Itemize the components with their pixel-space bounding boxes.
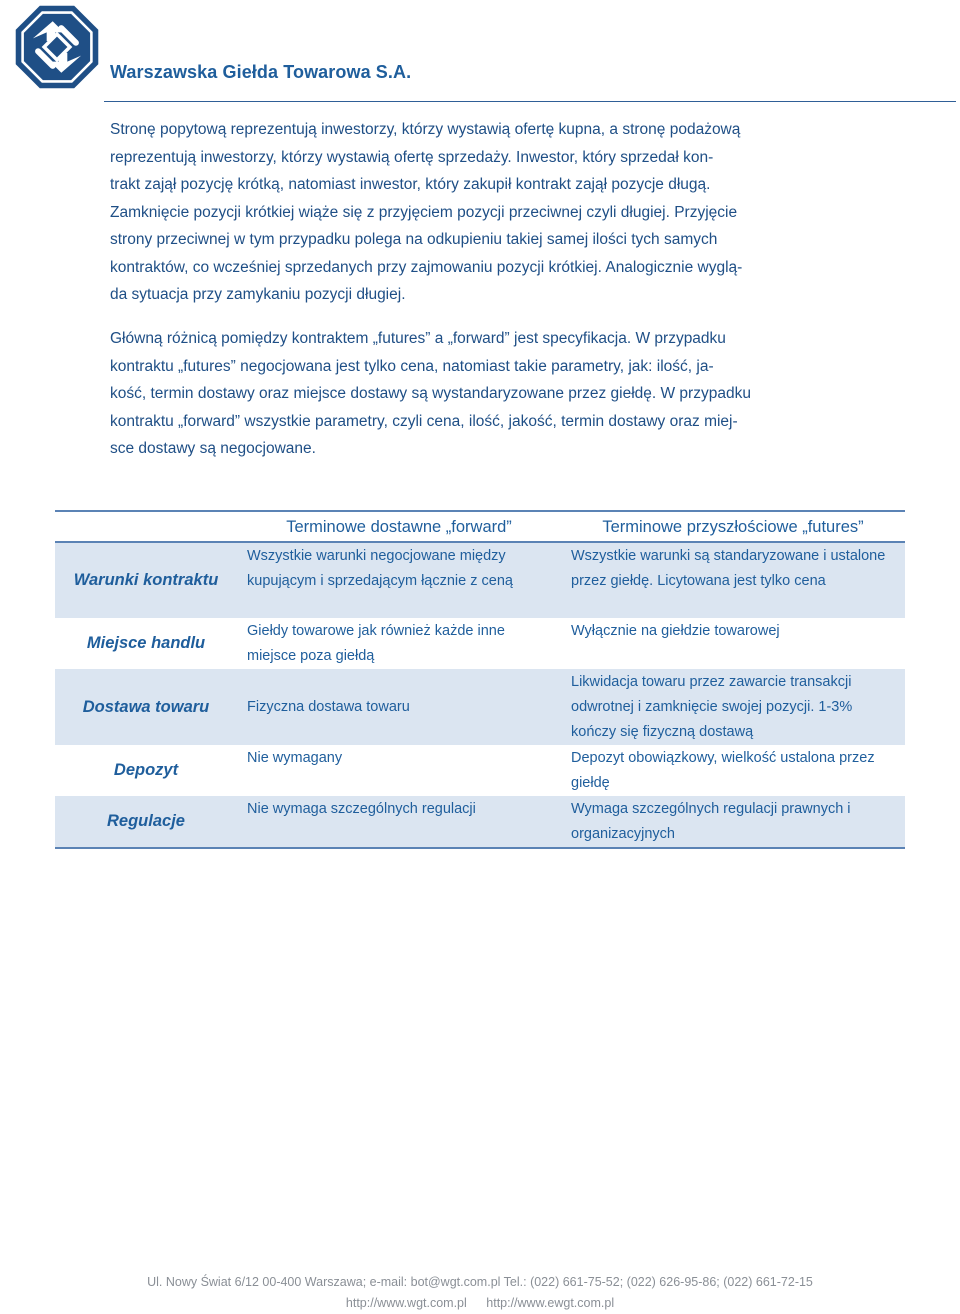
page-footer	[0, 1272, 960, 1314]
header-futures: Terminowe przyszłościowe „futures”	[561, 511, 905, 542]
text-line: da sytuacja przy zamykaniu pozycji długiej.	[110, 286, 406, 303]
page-header	[0, 0, 960, 104]
text-line: kontraktu „forward” wszystkie parametry, czyli cena, ilość, jakość, termin dostawy oraz miej-	[110, 412, 738, 430]
cell-futures: Wymaga szczególnych regulacji prawnych i organizacyjnych	[561, 796, 905, 848]
text-line: sce dostawy są negocjowane.	[110, 440, 316, 457]
cell-futures: Wyłącznie na giełdzie towarowej	[571, 623, 780, 639]
text-line: reprezentują inwestorzy, którzy wystawią ofertę sprzedaży. Inwestor, który sprzedał kon-	[110, 148, 714, 166]
cell-forward: Giełdy towarowe jak również każde inne miejsce poza giełdą	[247, 623, 505, 664]
row-label: Warunki kontraktu	[55, 542, 237, 618]
row-label: Dostawa towaru	[55, 669, 237, 745]
table-header-row	[55, 511, 905, 542]
text-line: Zamknięcie pozycji krótkiej wiąże się z przyjęciem pozycji przeciwnej czyli długiej. Przyjęcie	[110, 203, 738, 221]
text-line: Stronę popytową reprezentują inwestorzy, którzy wystawią ofertę kupna, a stronę podażową	[110, 121, 741, 138]
text-line: trakt zajął pozycję krótką, natomiast inwestor, który zakupił kontrakt zajął pozycje długą.	[110, 176, 711, 193]
footer-address: Ul. Nowy Świat 6/12 00-400 Warszawa; e-mail: bot@wgt.com.pl Tel.: (022) 661-75-52; (022) 626-95-86; (022) 661-72-15	[147, 1275, 813, 1289]
cell-futures: Depozyt obowiązkowy, wielkość ustalona przez giełdę	[571, 750, 875, 791]
table-row	[55, 669, 905, 745]
cell-futures: Likwidacja towaru przez zawarcie transakcji odwrotnej i zamknięcie swojej pozycji. 1-3% kończy się fizyczną dostawą	[561, 669, 905, 745]
table-row	[55, 542, 905, 618]
link-wgt[interactable]: http://www.wgt.com.pl	[345, 1296, 467, 1310]
cell-forward: Nie wymaga szczególnych regulacji	[237, 796, 561, 848]
header-forward: Terminowe dostawne „forward”	[237, 511, 561, 542]
text-line: kość, termin dostawy oraz miejsce dostawy są wystandaryzowane przez giełdę. W przypadku	[110, 385, 751, 402]
link-ewgt[interactable]: http://www.ewgt.com.pl	[486, 1296, 615, 1310]
table-row	[55, 796, 905, 848]
header-empty-cell	[55, 511, 237, 542]
row-label: Regulacje	[55, 796, 237, 848]
cell-futures: Wszystkie warunki są standaryzowane i ustalone przez giełdę. Licytowana jest tylko cena	[561, 542, 905, 618]
cell-forward: Fizyczna dostawa towaru	[237, 669, 561, 745]
row-label: Miejsce handlu	[86, 634, 206, 652]
wgt-logo-icon	[14, 4, 100, 90]
text-line: strony przeciwnej w tym przypadku polega na odkupieniu takiej samej ilości tych samych	[110, 231, 718, 248]
cell-forward: Nie wymagany	[247, 750, 343, 766]
header-divider	[104, 101, 956, 102]
row-label: Depozyt	[113, 761, 179, 779]
text-line: kontraktu „futures” negocjowana jest tylko cena, natomiast takie parametry, jak: ilość, ja-	[110, 357, 714, 375]
paragraph-positions	[110, 116, 851, 309]
paragraph-futures-forward	[110, 325, 851, 463]
company-name: Warszawska Giełda Towarowa S.A.	[110, 62, 412, 82]
cell-forward: Wszystkie warunki negocjowane między kupującym i sprzedającym łącznie z ceną	[237, 542, 561, 618]
table-row	[55, 618, 905, 669]
text-line: kontraktów, co wcześniej sprzedanych przy zajmowaniu pozycji krótkiej. Analogicznie wyglą-	[110, 258, 743, 276]
table-row	[55, 745, 905, 796]
text-line: Główną różnicą pomiędzy kontraktem „futures” a „forward” jest specyfikacja. W przypadku	[110, 330, 726, 347]
comparison-table	[55, 510, 905, 849]
